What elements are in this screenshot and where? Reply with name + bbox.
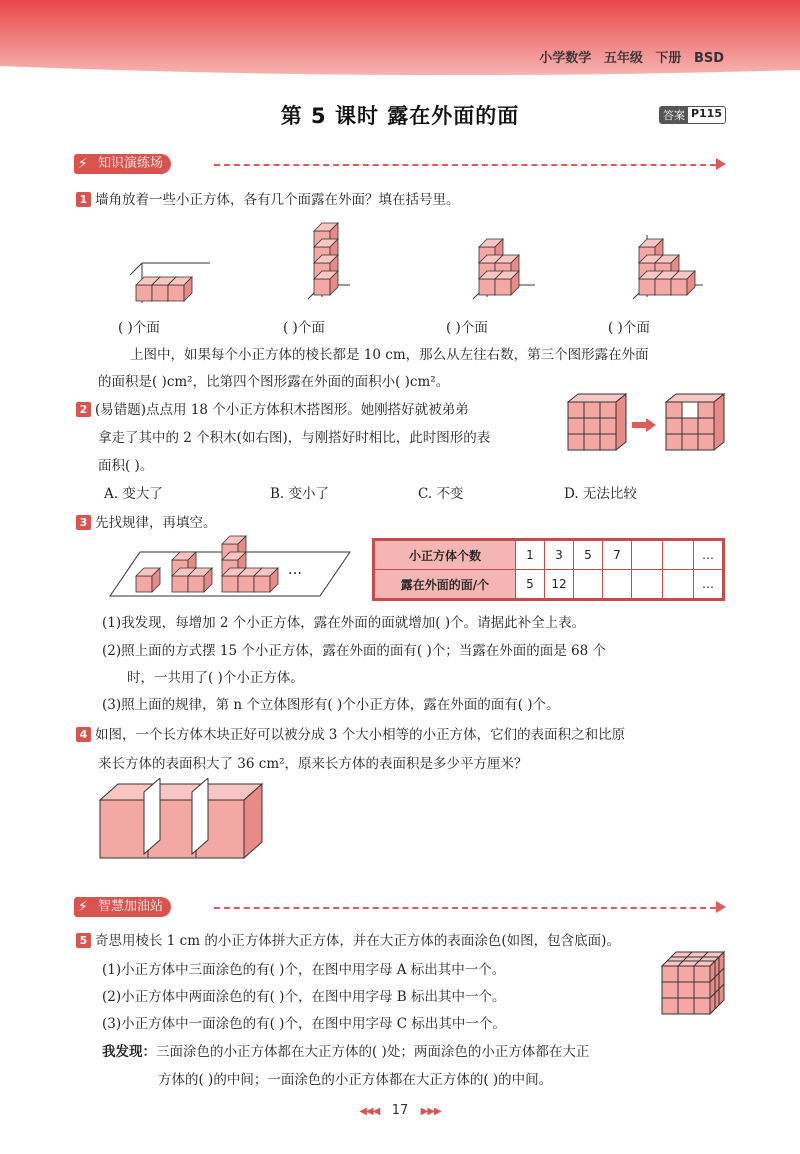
page-number: 17 [391, 1103, 409, 1118]
q1-blank-3[interactable]: ( )个面 [446, 320, 488, 336]
table-cell-blank[interactable] [574, 570, 603, 599]
table-row [375, 570, 723, 599]
section-practice [74, 154, 726, 176]
q5-number: 5 [76, 933, 91, 948]
q4-number: 4 [76, 727, 91, 742]
q1-figure-3 [473, 239, 535, 299]
answer-page: P115 [690, 107, 722, 120]
table-cell-blank[interactable] [632, 541, 663, 570]
q3-pattern-figure [100, 534, 360, 600]
q1-cube-figures [120, 215, 740, 315]
q2-cube-figure [566, 392, 726, 458]
answer-reference[interactable] [659, 106, 726, 124]
header-edition: BSD [693, 51, 724, 66]
section-challenge-label: ⚡ 智慧加油站 [74, 897, 171, 917]
q3-sub-2b[interactable]: 时，一共用了( )个小正方体。 [127, 670, 304, 686]
table-cell-blank[interactable] [632, 570, 663, 599]
q1-stem: 1 墙角放着一些小正方体，各有几个面露在外面？填在括号里。 [76, 188, 460, 208]
section-divider [214, 907, 716, 909]
q5-sub-1[interactable]: (1)小正方体中三面涂色的有( )个，在图中用字母 A 标出其中一个。 [102, 962, 506, 978]
table-cell: 5 [574, 541, 603, 570]
table-cell: 12 [545, 570, 574, 599]
lightning-icon: ⚡ [78, 899, 88, 915]
q2-line-1: 2 (易错题)点点用 18 个小正方体积木搭图形。她刚搭好就被弟弟 [76, 398, 469, 418]
q3-stem: 3 先找规律，再填空。 [76, 511, 217, 531]
q5-find-2[interactable]: 方体的( )的中间；一面涂色的小正方体都在大正方体的( )的中间。 [158, 1072, 553, 1088]
q1-text-1: 上图中，如果每个小正方体的棱长都是 10 cm，那么从左往右数，第三个图形露在外面 [130, 347, 649, 363]
q1-number: 1 [76, 192, 91, 207]
q5-sub-2[interactable]: (2)小正方体中两面涂色的有( )个，在图中用字母 B 标出其中一个。 [102, 989, 506, 1005]
q2-option-b[interactable]: B. 变小了 [270, 486, 330, 502]
table-cell-blank[interactable] [663, 541, 694, 570]
header-subject: 小学数学 [539, 51, 592, 66]
page-title: 第 5 课时 露在外面的面 [280, 104, 520, 128]
arrows-left-icon: ◀◀◀ [359, 1106, 380, 1117]
arrow-right-icon [632, 418, 656, 432]
q1-text-2[interactable]: 的面积是( )cm²，比第四个图形露在外面的面积小( )cm²。 [98, 374, 450, 390]
q2-before-block [568, 394, 626, 450]
q5-big-cube-figure [660, 950, 730, 1020]
lightning-icon: ⚡ [78, 156, 88, 172]
q4-line-1: 4 如图，一个长方体木块正好可以被分成 3 个大小相等的小正方体，它们的表面积之和比原 [76, 723, 625, 743]
table-cell: 5 [516, 570, 545, 599]
table-cell: … [694, 570, 723, 599]
q2-option-c[interactable]: C. 不变 [418, 486, 464, 502]
table-cell: … [694, 541, 723, 570]
header-banner [0, 0, 800, 78]
q4-line-2: 来长方体的表面积大了 36 cm²，原来长方体的表面积是多少平方厘米？ [98, 756, 528, 772]
q2-option-d[interactable]: D. 无法比较 [564, 486, 637, 502]
table-cell: 1 [516, 541, 545, 570]
q5-find-label: 我发现： [102, 1044, 156, 1060]
q3-sub-1[interactable]: (1)我发现，每增加 2 个小正方体，露在外面的面就增加( )个。请据此补全上表。 [102, 615, 586, 631]
table-cell-blank[interactable] [603, 570, 632, 599]
q1-figure-1 [130, 263, 210, 303]
table-header: 露在外面的面/个 [375, 570, 516, 599]
table-cell: 7 [603, 541, 632, 570]
q5-stem: 5 奇思用棱长 1 cm 的小正方体拼大正方体，并在大正方体的表面涂色(如图，包含底面)。 [76, 929, 620, 949]
header-term: 下册 [655, 51, 682, 66]
table-header: 小正方体个数 [375, 541, 516, 570]
q2-after-block [666, 394, 724, 450]
q5-sub-3[interactable]: (3)小正方体中一面涂色的有( )个，在图中用字母 C 标出其中一个。 [102, 1016, 506, 1032]
q3-pattern-table [374, 540, 723, 599]
q1-figure-2 [308, 223, 350, 299]
q4-cuboid-figure [98, 778, 268, 862]
section-divider [214, 164, 716, 166]
q1-figure-4 [633, 235, 703, 299]
answer-label: 答案 [660, 107, 688, 123]
arrow-right-icon [716, 901, 726, 913]
table-cell: 3 [545, 541, 574, 570]
q3-sub-3[interactable]: (3)照上面的规律，第 n 个立体图形有( )个小正方体，露在外面的面有( )个。 [102, 697, 560, 713]
section-challenge [74, 897, 726, 919]
page-footer [0, 1103, 800, 1118]
q3-sub-2a[interactable]: (2)照上面的方式摆 15 个小正方体，露在外面的面有( )个；当露在外面的面是 68 个 [102, 643, 606, 659]
section-practice-label: ⚡ 知识演练场 [74, 154, 171, 174]
q1-blank-2[interactable]: ( )个面 [283, 320, 325, 336]
header-grade: 五年级 [603, 51, 643, 66]
arrows-right-icon: ▶▶▶ [420, 1106, 441, 1117]
q2-line-3[interactable]: 面积( )。 [98, 458, 154, 474]
q3-number: 3 [76, 515, 91, 530]
q3-ellipsis: … [288, 562, 302, 578]
header-info [539, 47, 724, 66]
q2-line-2: 拿走了其中的 2 个积木(如右图)，与刚搭好时相比，此时图形的表 [98, 430, 491, 446]
q1-blank-1[interactable]: ( )个面 [118, 320, 160, 336]
q2-option-a[interactable]: A. 变大了 [104, 486, 163, 502]
arrow-right-icon [716, 158, 726, 170]
table-row [375, 541, 723, 570]
q1-blank-4[interactable]: ( )个面 [608, 320, 650, 336]
table-cell-blank[interactable] [663, 570, 694, 599]
q5-find-1[interactable]: 我发现：三面涂色的小正方体都在大正方体的( )处；两面涂色的小正方体都在大正 [102, 1044, 590, 1060]
q2-number: 2 [76, 402, 91, 417]
